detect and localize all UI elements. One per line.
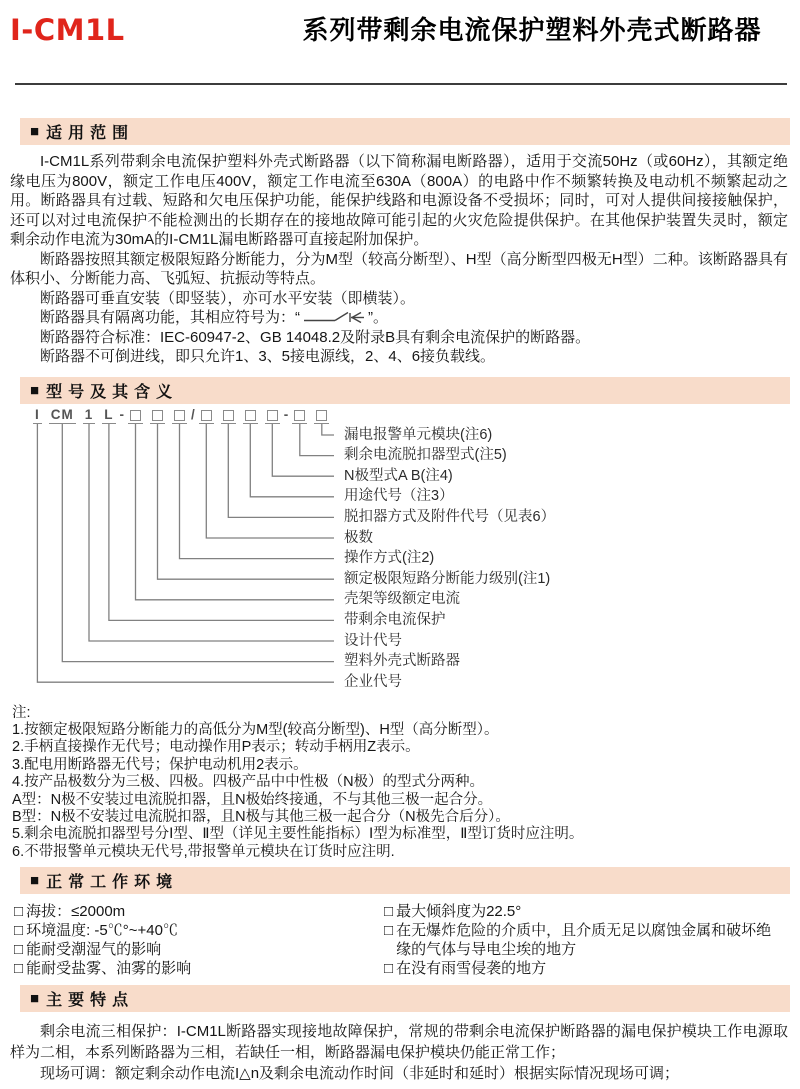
model-code-box [150, 410, 165, 424]
checkbox-icon: □ [14, 960, 24, 978]
model-code-box [265, 410, 280, 424]
note-line: B型：N极不安装过电流脱扣器，且N极与其他三极一起合分（N极先合后分）。 [12, 808, 510, 825]
isolation-text-suffix: ”。 [368, 309, 388, 326]
environment-item [384, 921, 776, 959]
model-designation-row [33, 407, 329, 424]
placeholder-box-icon [201, 410, 212, 421]
environment-item-text: 在无爆炸危险的介质中，且介质无足以腐蚀金属和破坏绝缘的气体与导电尘埃的地方 [396, 922, 772, 959]
diagram-leg-line [300, 424, 334, 456]
environment-item-text: 能耐受潮湿气的影响 [26, 941, 162, 959]
diagram-leg-line [62, 424, 334, 662]
diagram-leg-line [206, 424, 334, 538]
placeholder-box-icon [223, 410, 234, 421]
isolation-text-prefix: 断路器具有隔离功能，其相应符号为：“ [40, 309, 300, 326]
section-header-environment [20, 867, 790, 894]
model-code-box [243, 410, 258, 424]
note-line: 1.按额定极限短路分断能力的高低分为M型(较高分断型)、H型（高分断型）。 [12, 721, 499, 738]
page-title: 系列带剩余电流保护塑料外壳式断路器 [302, 16, 762, 45]
model-field-label: 塑料外壳式断路器 [344, 653, 460, 670]
model-separator: / [191, 406, 195, 422]
model-code-char: I [35, 406, 40, 422]
section-heading-scope: 适用范围 [46, 125, 135, 142]
model-field-label: 漏电报警单元模块(注6) [344, 426, 493, 443]
model-code-char: L [104, 406, 114, 422]
note-line: A型：N极不安装过电流脱扣器，且N极始终接通，不与其他三极一起合分。 [12, 791, 493, 808]
model-separator: - [119, 406, 125, 422]
section-heading-features: 主要特点 [46, 992, 135, 1010]
model-field-label: 脱扣器方式及附件代号（见表6） [344, 508, 556, 525]
diagram-leg-line [228, 424, 334, 517]
placeholder-box-icon [316, 410, 327, 421]
notes-block [12, 705, 790, 862]
placeholder-box-icon [245, 410, 256, 421]
model-field-label: N极型式A B(注4) [344, 467, 453, 484]
model-code-box [292, 410, 307, 424]
model-field-label: 企业代号 [344, 673, 402, 690]
environment-item [14, 959, 384, 978]
model-code-char: 1 [84, 406, 94, 422]
environment-list [0, 902, 790, 978]
model-field-label: 用途代号（注3） [344, 488, 454, 505]
page-header [0, 0, 800, 48]
note-line: 3.配电用断路器无代号；保护电动机用2表示。 [12, 756, 308, 773]
placeholder-box-icon [174, 410, 185, 421]
features-body [10, 1021, 788, 1084]
note-line: 2.手柄直接操作无代号；电动操作用P表示；转动手柄用Z表示。 [12, 739, 420, 756]
diagram-leg-line [250, 424, 334, 497]
checkbox-icon: □ [384, 903, 394, 921]
feature-paragraph: 剩余电流三相保护：I-CM1L断路器实现接地故障保护，常规的带剩余电流保护断路器的漏电保护模块工作电源取样为二相，本系列断路器为三相，若缺任一相，断路器漏电保护模块仍能正常工作； [10, 1023, 788, 1062]
section-heading-model: 型号及其含义 [46, 383, 179, 401]
model-code-box [221, 410, 236, 424]
environment-column-right [384, 902, 776, 978]
notes-title: 注: [12, 704, 31, 721]
model-code-char: CM [50, 406, 74, 422]
checkbox-icon: □ [14, 922, 24, 940]
environment-item [384, 902, 776, 921]
model-field-label: 带剩余电流保护 [344, 611, 446, 628]
checkbox-icon: □ [14, 941, 24, 959]
scope-paragraph: 断路器按照其额定极限短路分断能力，分为M型（较高分断型）、H型（高分断型四极无H型）二种。该断路器具有体积小、分断能力高、飞弧短、抗振动等特点。 [10, 250, 788, 287]
diagram-leg-line [37, 424, 334, 682]
checkbox-icon: □ [384, 960, 394, 978]
model-field-label: 壳架等级额定电流 [344, 591, 460, 608]
placeholder-box-icon [152, 410, 163, 421]
environment-item [384, 959, 776, 978]
diagram-leg-line [89, 424, 334, 641]
section-header-scope [20, 118, 790, 145]
model-field-label: 操作方式(注2) [344, 550, 435, 567]
environment-item-text: 能耐受盐雾、油雾的影响 [26, 960, 192, 978]
scope-body [10, 152, 788, 367]
environment-item [14, 902, 384, 921]
model-field-label: 剩余电流脱扣器型式(注5) [344, 447, 507, 464]
environment-item-text: 环境温度: -5℃°~+40℃ [26, 922, 178, 940]
model-field-label: 设计代号 [344, 632, 402, 649]
section-marker-icon: ■ [30, 381, 40, 399]
checkbox-icon: □ [14, 903, 24, 921]
section-marker-icon: ■ [30, 123, 40, 140]
model-field-label: 极数 [344, 529, 373, 546]
environment-column-left [0, 902, 384, 978]
model-code-box [128, 410, 143, 424]
model-code-box [199, 410, 214, 424]
environment-item-text: 最大倾斜度为22.5° [396, 903, 522, 921]
section-marker-icon: ■ [30, 990, 40, 1008]
scope-isolation-line [10, 308, 788, 328]
model-code-box [172, 410, 187, 424]
diagram-leg-line [272, 424, 334, 476]
placeholder-box-icon [267, 410, 278, 421]
scope-paragraph: 断路器不可倒进线，即只允许1、3、5接电源线，2、4、6接负载线。 [40, 348, 496, 365]
note-line: 4.按产品极数分为三极、四极。四极产品中中性极（N极）的型式分两种。 [12, 774, 485, 791]
diagram-leg-line [158, 424, 335, 579]
note-line: 6.不带报警单元模块无代号,带报警单元模块在订货时应注明. [12, 843, 395, 860]
environment-item [14, 921, 384, 940]
model-separator: - [283, 406, 289, 422]
environment-item-text: 海拔：≤2000m [26, 903, 126, 921]
environment-item-text: 在没有雨雪侵袭的地方 [396, 960, 547, 978]
section-header-features [20, 985, 790, 1012]
model-field-label: 额定极限短路分断能力级别(注1) [344, 570, 551, 587]
section-header-model [20, 377, 790, 404]
header-divider [15, 83, 787, 85]
placeholder-box-icon [130, 410, 141, 421]
diagram-leg-line [109, 424, 334, 620]
diagram-leg-line [322, 424, 334, 435]
scope-paragraph: I-CM1L系列带剩余电流保护塑料外壳式断路器（以下简称漏电断路器），适用于交流50Hz（或60Hz），其额定绝缘电压为800V，额定工作电压400V，额定工作电流至630A（800A）的电路中作不频繁转换及电动机不频繁起动之用。断路器具有过载、短路和欠电压保护功能，能保护线路和电源设备不受损坏；同时，可对人提供间接接触保护，还可以对过电流保护不能检测出的长期存在的接地故障可能引起的火灾危险提供保护。在其他保护装置失灵时，额定剩余动作电流为30mA的I-CM1L漏电断路器可直接起附加保护。 [10, 153, 788, 248]
environment-item [14, 940, 384, 959]
notes-lines [12, 722, 790, 861]
checkbox-icon: □ [384, 922, 394, 940]
feature-paragraph: 现场可调：额定剩余动作电流I△n及剩余电流动作时间（非延时和延时）根据实际情况现场可调； [40, 1065, 680, 1083]
section-heading-environment: 正常工作环境 [46, 874, 179, 892]
diagram-leg-line [136, 424, 335, 600]
product-code: I-CM1L [10, 13, 125, 47]
isolation-symbol-icon [302, 309, 366, 325]
scope-paragraph: 断路器符合标准：IEC-60947-2、GB 14048.2及附录B具有剩余电流保护的断路器。 [40, 328, 591, 346]
note-line: 5.剩余电流脱扣器型号分Ⅰ型、Ⅱ型（详见主要性能指标）Ⅰ型为标准型，Ⅱ型订货时应注明。 [12, 826, 584, 843]
model-code-box [314, 410, 329, 424]
diagram-leg-line [180, 424, 335, 559]
section-marker-icon: ■ [30, 872, 40, 890]
placeholder-box-icon [294, 410, 305, 421]
scope-paragraph: 断路器可垂直安装（即竖装），亦可水平安装（即横装）。 [40, 289, 416, 307]
model-diagram [10, 407, 790, 703]
